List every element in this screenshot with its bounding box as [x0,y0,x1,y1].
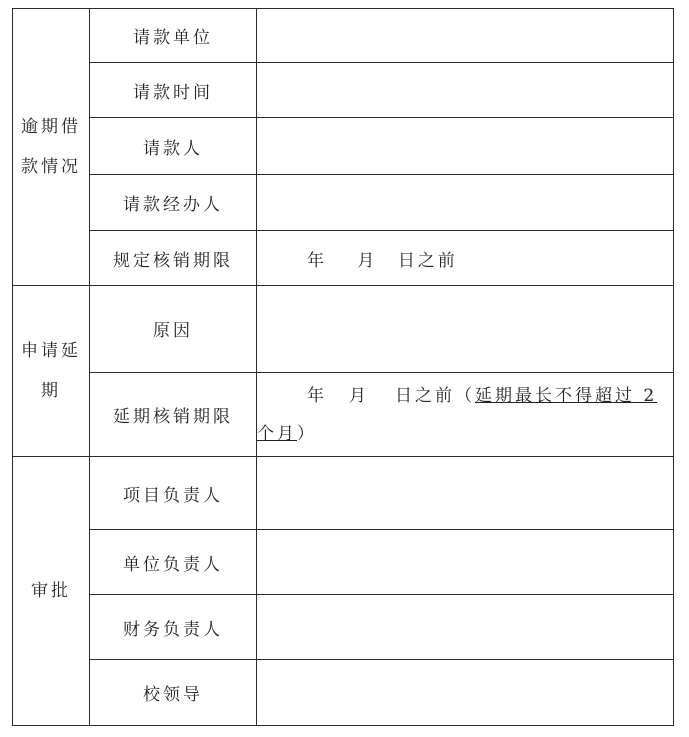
finance-leader-field[interactable] [257,595,674,660]
table-row [13,175,674,231]
unit-leader-field[interactable] [257,530,674,595]
month-label: 月 [357,250,378,271]
unit-leader-label: 单位负责人 [90,530,257,595]
table-row [13,373,674,457]
request-handler-label: 请款经办人 [90,175,257,231]
approval-section-title: 审批 [13,457,90,726]
table-row [13,595,674,660]
extension-section-title: 申请延期 [13,286,90,457]
reason-label: 原因 [90,286,257,373]
request-time-label: 请款时间 [90,63,257,118]
month-label: 月 [349,385,369,406]
table-row [13,9,674,63]
prescribed-deadline-label: 规定核销期限 [90,231,257,286]
day-before-label: 日之前 [397,250,458,271]
school-leader-field[interactable] [257,660,674,726]
project-leader-field[interactable] [257,457,674,530]
request-time-field[interactable] [257,63,674,118]
table-row [13,63,674,118]
extension-limit-note: 延期最长不得超过 2 [475,385,658,406]
requester-label: 请款人 [90,118,257,175]
extended-deadline-field[interactable] [257,373,674,457]
project-leader-label: 项目负责人 [90,457,257,530]
extension-limit-note-months: 个月 [257,423,297,444]
table-row [13,231,674,286]
school-leader-label: 校领导 [90,660,257,726]
table-row [13,530,674,595]
table-row [13,457,674,530]
overdue-loan-form-table [12,8,674,726]
table-row [13,660,674,726]
table-row [13,286,674,373]
close-paren: ） [297,423,317,444]
reason-field[interactable] [257,286,674,373]
year-label: 年 [307,385,327,406]
prescribed-deadline-date [257,246,673,271]
requester-field[interactable] [257,118,674,175]
extended-deadline-label: 延期核销期限 [90,373,257,457]
year-label: 年 [307,250,327,271]
day-before-label: 日之前（ [395,385,475,406]
requesting-unit-label: 请款单位 [90,9,257,63]
requesting-unit-field[interactable] [257,9,674,63]
table-row [13,118,674,175]
prescribed-deadline-field[interactable] [257,231,674,286]
finance-leader-label: 财务负责人 [90,595,257,660]
overdue-section-title: 逾期借款情况 [13,9,90,286]
request-handler-field[interactable] [257,175,674,231]
